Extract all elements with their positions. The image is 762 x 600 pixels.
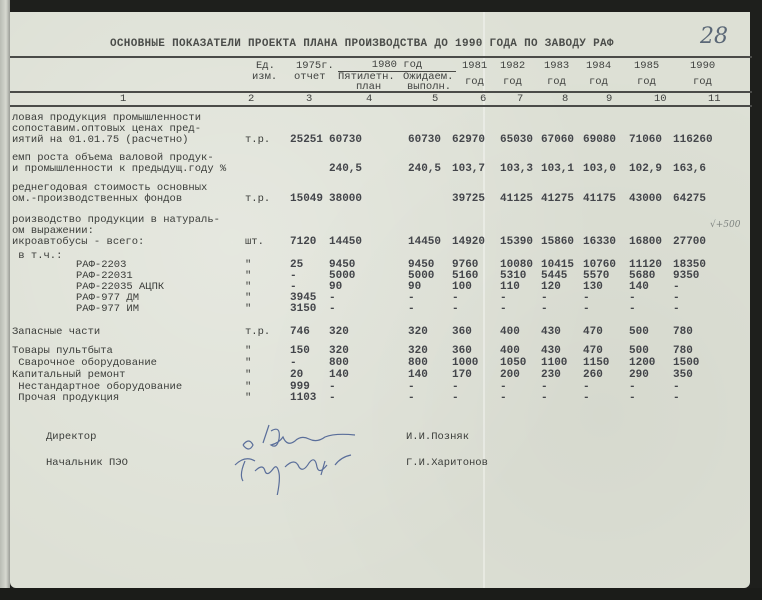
row-label: РАФ-977 ДМ (76, 292, 140, 304)
row-value: 320 (329, 345, 349, 357)
row-unit: " (245, 381, 252, 393)
row-label: РАФ-22031 (76, 270, 133, 282)
year-header-1984: 1984 (586, 60, 612, 72)
row-value: 11120 (629, 259, 663, 271)
row-value: - (673, 292, 680, 304)
row-value: 5570 (583, 270, 610, 282)
row-value: - (290, 281, 297, 293)
column-number: 3 (306, 93, 313, 105)
row-label: иятий на 01.01.75 (расчетно) (12, 134, 189, 146)
row-value: 240,5 (408, 163, 442, 175)
row-label: ловая продукция промышленности (12, 112, 202, 124)
row-value: 103,0 (583, 163, 617, 175)
row-value: 41275 (541, 193, 575, 205)
row-value: 1103 (290, 392, 317, 404)
row-value: - (583, 392, 590, 404)
row-value: 10415 (541, 259, 575, 271)
row-value: 430 (541, 326, 561, 338)
row-value: 103,1 (541, 163, 575, 175)
row-unit: шт. (245, 236, 264, 248)
row-unit: т.р. (245, 326, 271, 338)
row-value: 360 (452, 345, 472, 357)
row-value: 62970 (452, 134, 486, 146)
row-value: 350 (673, 369, 693, 381)
row-value: 14450 (408, 236, 442, 248)
row-value: 16800 (629, 236, 663, 248)
row-label: роизводство продукции в натураль- (12, 214, 220, 226)
row-unit: т.р. (245, 193, 271, 205)
row-value: 5680 (629, 270, 656, 282)
row-value: - (500, 381, 507, 393)
row-value: 170 (452, 369, 472, 381)
row-value: - (541, 303, 548, 315)
row-value: - (290, 357, 297, 369)
row-label: Запасные части (12, 326, 101, 338)
row-unit: " (245, 392, 252, 404)
row-value: 400 (500, 345, 520, 357)
column-number: 10 (654, 93, 667, 105)
row-unit: " (245, 357, 252, 369)
signature-director (215, 415, 395, 495)
row-label: сопоставим.оптовых ценах пред- (12, 123, 202, 135)
row-value: 15390 (500, 236, 534, 248)
row-value: 67060 (541, 134, 575, 146)
row-value: 780 (673, 326, 693, 338)
row-label: и промышленности к предыдущ.году % (12, 163, 227, 175)
year-word: год (589, 76, 608, 88)
row-value: 16330 (583, 236, 617, 248)
row-value: 1100 (541, 357, 568, 369)
row-value: 10760 (583, 259, 617, 271)
head-peo-title: Начальник ПЭО (46, 457, 128, 469)
row-unit: " (245, 345, 252, 357)
row-value: 3150 (290, 303, 317, 315)
row-value: - (673, 392, 680, 404)
handwritten-note: √+500 (710, 220, 741, 230)
row-value: - (500, 303, 507, 315)
row-value: 360 (452, 326, 472, 338)
column-number: 2 (248, 93, 255, 105)
row-value: - (541, 292, 548, 304)
row-value: 163,6 (673, 163, 707, 175)
row-value: 5000 (329, 270, 356, 282)
row-value: - (290, 270, 297, 282)
row-value: 1150 (583, 357, 610, 369)
row-value: 65030 (500, 134, 534, 146)
row-value: 200 (500, 369, 520, 381)
y1975-header-l2: отчет (294, 71, 326, 83)
column-number: 5 (432, 93, 439, 105)
row-value: 470 (583, 326, 603, 338)
row-label: Капитальный ремонт (12, 369, 126, 381)
y1980-plan-l1: Пятилетн. (338, 71, 395, 83)
y1980-expected-l1: Ожидаем. (403, 71, 454, 83)
year-header-1990: 1990 (690, 60, 716, 72)
row-value: 41175 (583, 193, 617, 205)
row-value: 5160 (452, 270, 479, 282)
column-number: 1 (120, 93, 127, 105)
row-value: 999 (290, 381, 310, 393)
y1975-header-l1: 1975г. (296, 60, 334, 72)
row-value: 43000 (629, 193, 663, 205)
row-value: 9760 (452, 259, 479, 271)
row-unit: " (245, 292, 252, 304)
row-value: 430 (541, 345, 561, 357)
director-title: Директор (46, 431, 97, 443)
row-unit: " (245, 369, 252, 381)
column-number: 7 (517, 93, 524, 105)
row-value: 38000 (329, 193, 363, 205)
row-value: - (329, 381, 336, 393)
row-label: икроавтобусы - всего: (12, 236, 145, 248)
row-unit: " (245, 303, 252, 315)
year-word: год (693, 76, 712, 88)
row-label: реднегодовая стоимость основных (12, 182, 208, 194)
row-value: 116260 (673, 134, 713, 146)
row-value: - (583, 303, 590, 315)
row-unit: " (245, 259, 252, 271)
row-value: 5445 (541, 270, 568, 282)
row-value: - (629, 381, 636, 393)
row-label: емп роста объема валовой продук- (12, 152, 214, 164)
row-value: 290 (629, 369, 649, 381)
row-value: 1500 (673, 357, 700, 369)
row-value: 41125 (500, 193, 534, 205)
row-value: 120 (541, 281, 561, 293)
row-value: - (329, 392, 336, 404)
row-value: - (452, 292, 459, 304)
y1980-group-header: 1980 год (338, 60, 456, 72)
row-value: 230 (541, 369, 561, 381)
row-value: 140 (329, 369, 349, 381)
column-number: 6 (480, 93, 487, 105)
row-value: - (408, 303, 415, 315)
row-label: Товары пультбыта (12, 345, 113, 357)
row-value: 500 (629, 345, 649, 357)
row-value: 9350 (673, 270, 700, 282)
row-value: 1000 (452, 357, 479, 369)
row-value: - (452, 381, 459, 393)
unit-header-l1: Ед. (256, 60, 275, 72)
row-value: 1050 (500, 357, 527, 369)
row-value: 320 (329, 326, 349, 338)
column-number: 11 (708, 93, 721, 105)
row-value: - (452, 392, 459, 404)
row-value: 470 (583, 345, 603, 357)
y1980-plan-l2: план (356, 81, 382, 93)
row-label: Прочая продукция (12, 392, 120, 404)
row-value: - (583, 381, 590, 393)
row-value: 1200 (629, 357, 656, 369)
row-value: 260 (583, 369, 603, 381)
row-value: 25 (290, 259, 304, 271)
row-value: - (673, 381, 680, 393)
y1980-expected-l2: выполн. (407, 81, 452, 93)
row-value: 15860 (541, 236, 575, 248)
row-value: 7120 (290, 236, 317, 248)
row-value: - (500, 392, 507, 404)
row-value: - (541, 381, 548, 393)
row-value: 15049 (290, 193, 324, 205)
binder-edge (0, 0, 10, 600)
row-value: 5310 (500, 270, 527, 282)
column-number: 4 (366, 93, 373, 105)
handwritten-page-number: 28 (700, 24, 728, 49)
row-label: Сварочное оборудование (12, 357, 157, 369)
row-value: 140 (408, 369, 428, 381)
table-top-rule (10, 56, 752, 58)
row-value: 110 (500, 281, 520, 293)
row-value: 90 (408, 281, 422, 293)
row-value: 5000 (408, 270, 435, 282)
row-value: - (673, 281, 680, 293)
row-value: 60730 (408, 134, 442, 146)
row-value: 14450 (329, 236, 363, 248)
year-header-1985: 1985 (634, 60, 660, 72)
row-value: 800 (329, 357, 349, 369)
column-number: 8 (562, 93, 569, 105)
row-value: 3945 (290, 292, 317, 304)
col-number-rule (10, 105, 752, 107)
unit-header-l2: изм. (252, 71, 278, 83)
row-value: 9450 (408, 259, 435, 271)
row-value: 103,3 (500, 163, 534, 175)
row-value: - (541, 392, 548, 404)
row-value: 400 (500, 326, 520, 338)
row-label: РАФ-977 ИМ (76, 303, 140, 315)
row-value: 102,9 (629, 163, 663, 175)
row-value: - (629, 392, 636, 404)
row-value: - (408, 392, 415, 404)
row-value: 130 (583, 281, 603, 293)
row-value: - (583, 292, 590, 304)
row-value: 71060 (629, 134, 663, 146)
row-value: - (500, 292, 507, 304)
row-value: - (673, 303, 680, 315)
row-unit: " (245, 281, 252, 293)
head-peo-name: Г.И.Харитонов (406, 457, 488, 469)
row-label: ом выражении: (12, 225, 94, 237)
row-value: 240,5 (329, 163, 363, 175)
row-value: 140 (629, 281, 649, 293)
year-word: год (503, 76, 522, 88)
row-value: 9450 (329, 259, 356, 271)
row-value: 320 (408, 326, 428, 338)
row-unit: т.р. (245, 134, 271, 146)
year-header-1983: 1983 (544, 60, 570, 72)
scan-bottom-edge (0, 588, 762, 600)
row-value: 60730 (329, 134, 363, 146)
director-name: И.И.Позняк (406, 431, 470, 443)
row-value: 103,7 (452, 163, 486, 175)
row-value: 746 (290, 326, 310, 338)
row-value: - (329, 292, 336, 304)
row-value: 27700 (673, 236, 707, 248)
row-value: 25251 (290, 134, 324, 146)
row-value: 90 (329, 281, 343, 293)
row-value: 14920 (452, 236, 486, 248)
row-value: 39725 (452, 193, 486, 205)
row-value: 320 (408, 345, 428, 357)
document-title: ОСНОВНЫЕ ПОКАЗАТЕЛИ ПРОЕКТА ПЛАНА ПРОИЗВОДСТВА ДО 1990 ГОДА ПО ЗАВОДУ РАФ (110, 38, 614, 50)
column-number: 9 (606, 93, 613, 105)
year-word: год (465, 76, 484, 88)
year-word: год (547, 76, 566, 88)
row-value: - (329, 303, 336, 315)
row-value: - (408, 292, 415, 304)
row-value: - (629, 292, 636, 304)
row-value: 20 (290, 369, 304, 381)
year-header-1982: 1982 (500, 60, 526, 72)
row-value: - (408, 381, 415, 393)
year-header-1981: 1981 (462, 60, 488, 72)
row-value: 100 (452, 281, 472, 293)
row-value: 64275 (673, 193, 707, 205)
row-label: РАФ-22035 АЦПК (76, 281, 165, 293)
row-value: 18350 (673, 259, 707, 271)
row-unit: " (245, 270, 252, 282)
row-value: - (629, 303, 636, 315)
row-value: 780 (673, 345, 693, 357)
row-value: - (452, 303, 459, 315)
row-value: 150 (290, 345, 310, 357)
row-label: в т.ч.: (12, 250, 63, 262)
row-label: ом.-производственных фондов (12, 193, 183, 205)
year-word: год (637, 76, 656, 88)
row-value: 69080 (583, 134, 617, 146)
row-label: РАФ-2203 (76, 259, 127, 271)
row-value: 10080 (500, 259, 534, 271)
row-value: 500 (629, 326, 649, 338)
row-value: 800 (408, 357, 428, 369)
row-label: Нестандартное оборудование (12, 381, 183, 393)
